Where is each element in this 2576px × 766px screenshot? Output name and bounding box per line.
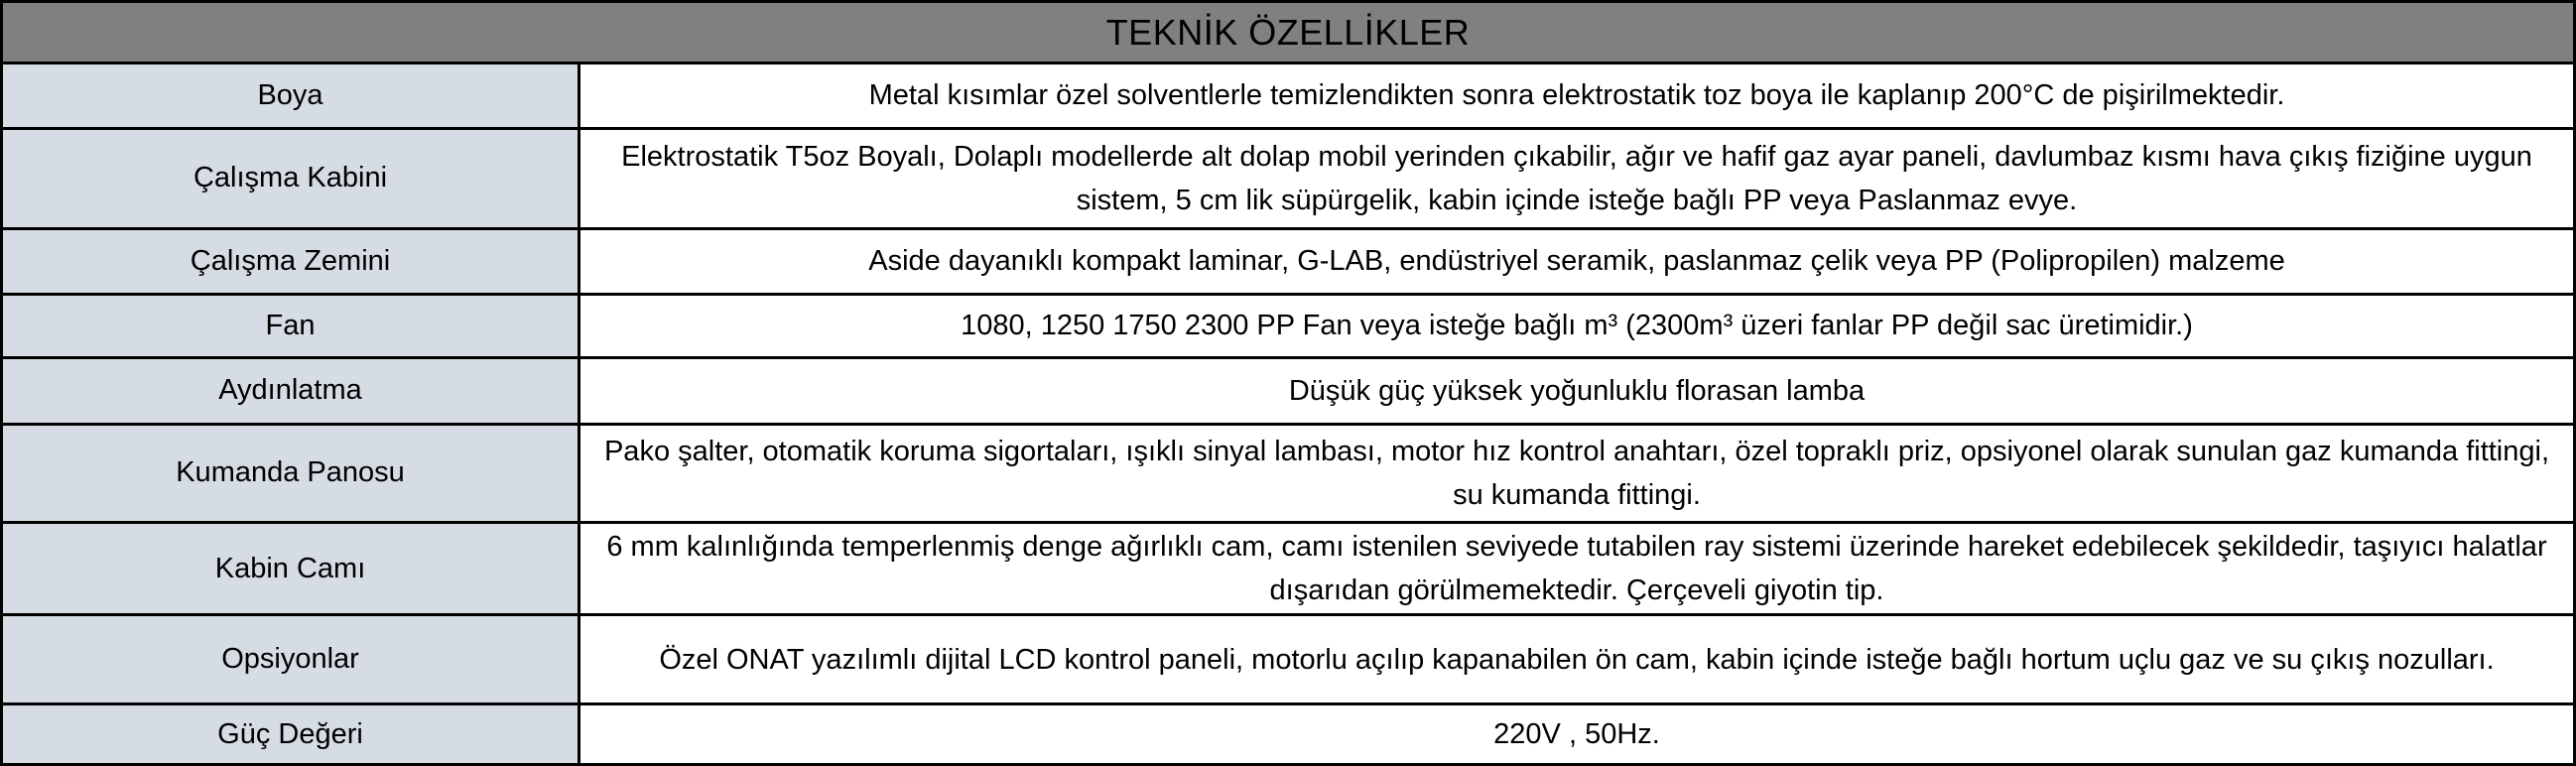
row-value: Metal kısımlar özel solventlerle temizlendikten sonra elektrostatik toz boya ile kaplanıp 200°C de pişirilmektedir.: [580, 64, 2575, 129]
table-row: [2, 615, 2575, 704]
table-row: [2, 523, 2575, 615]
row-value: Elektrostatik T5oz Boyalı, Dolaplı modellerde alt dolap mobil yerinden çıkabilir, ağır ve hafif gaz ayar paneli, davlumbaz kısmı hava çıkış fiziğine uygun sistem, 5 cm lik süpürgelik, kabin içinde isteğe bağlı PP veya Paslanmaz evye.: [580, 128, 2575, 228]
row-value: Düşük güç yüksek yoğunluklu florasan lamba: [580, 358, 2575, 425]
table-row: [2, 128, 2575, 228]
row-label: Çalışma Kabini: [2, 128, 580, 228]
row-label: Çalışma Zemini: [2, 229, 580, 295]
row-label: Aydınlatma: [2, 358, 580, 425]
row-label: Güç Değeri: [2, 704, 580, 765]
row-label: Kumanda Panosu: [2, 424, 580, 522]
row-value: 220V , 50Hz.: [580, 704, 2575, 765]
row-label: Boya: [2, 64, 580, 129]
row-label: Fan: [2, 294, 580, 358]
table-row: [2, 229, 2575, 295]
table-header-row: [2, 2, 2575, 64]
row-value: 6 mm kalınlığında temperlenmiş denge ağırlıklı cam, camı istenilen seviyede tutabilen ray sistemi üzerinde hareket edebilecek şekildedir, taşıyıcı halatlar dışarıdan görülmemektedir. Çerçeveli giyotin tip.: [580, 523, 2575, 615]
table-title: TEKNİK ÖZELLİKLER: [2, 2, 2575, 64]
table-row: [2, 424, 2575, 522]
row-value: 1080, 1250 1750 2300 PP Fan veya isteğe bağlı m³ (2300m³ üzeri fanlar PP değil sac üretimidir.): [580, 294, 2575, 358]
table-row: [2, 64, 2575, 129]
row-value: Pako şalter, otomatik koruma sigortaları, ışıklı sinyal lambası, motor hız kontrol anahtarı, özel topraklı priz, opsiyonel olarak sunulan gaz kumanda fittingi, su kumanda fittingi.: [580, 424, 2575, 522]
row-value: Özel ONAT yazılımlı dijital LCD kontrol paneli, motorlu açılıp kapanabilen ön cam, kabin içinde isteğe bağlı hortum uçlu gaz ve su çıkış nozulları.: [580, 615, 2575, 704]
table-row: [2, 358, 2575, 425]
table-row: [2, 294, 2575, 358]
row-label: Opsiyonlar: [2, 615, 580, 704]
row-value: Aside dayanıklı kompakt laminar, G-LAB, endüstriyel seramik, paslanmaz çelik veya PP (Polipropilen) malzeme: [580, 229, 2575, 295]
row-label: Kabin Camı: [2, 523, 580, 615]
table-row: [2, 704, 2575, 765]
